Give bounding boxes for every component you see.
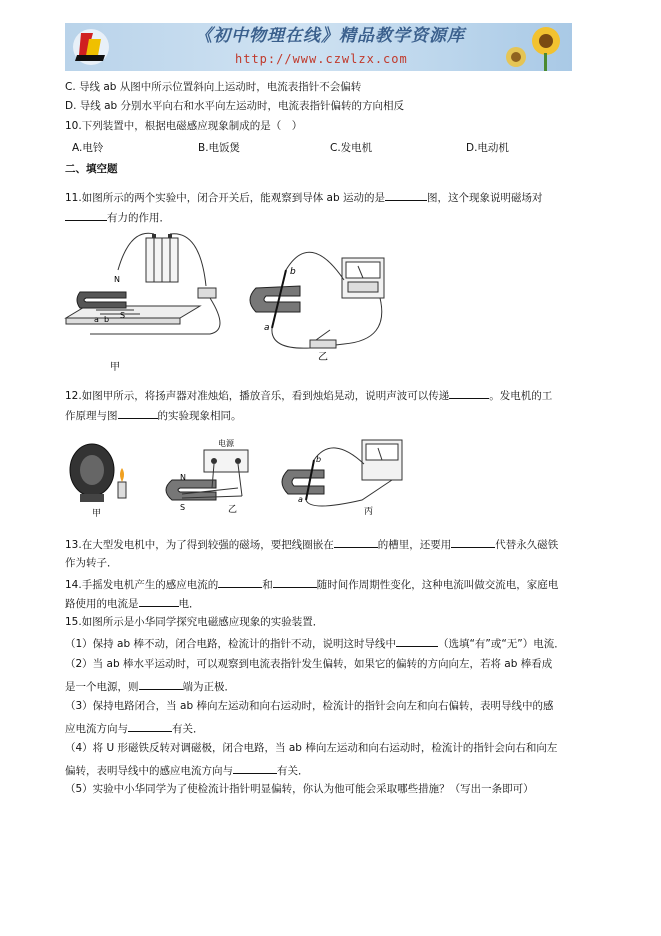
question-15-part3-line1: （3）保持电路闭合，当 ab 棒向左运动和向右运动时，检流计的指针会向左和向右偏转，表明导线中的感 bbox=[65, 700, 554, 712]
q14-blank-3[interactable] bbox=[139, 595, 179, 607]
fig11-a-label-left: a bbox=[94, 315, 99, 324]
q10-option-a: A.电铃 bbox=[72, 142, 104, 154]
banner-url: http://www.czwlzx.com bbox=[235, 52, 408, 66]
figure-12 bbox=[62, 430, 407, 520]
question-15-part4-line1: （4）将 U 形磁铁反转对调磁极，闭合电路，当 ab 棒向左运动和向右运动时，检流计的指针会向右和向左 bbox=[65, 742, 558, 754]
fig12-a-label-3: a bbox=[298, 495, 303, 504]
fig12-caption-1: 甲 bbox=[92, 509, 102, 519]
question-13-line2: 作为转子． bbox=[65, 557, 118, 569]
question-10: 10.下列装置中，根据电磁感应现象制成的是（ ） bbox=[65, 120, 303, 132]
fig12-n-label-2: N bbox=[180, 473, 186, 482]
q14-blank-1[interactable] bbox=[218, 576, 262, 588]
question-15-part1: （1）保持 ab 棒不动，闭合电路，检流计的指针不动，说明这时导线中 （选填“有”或“无”）电流． bbox=[65, 635, 565, 651]
figure-11 bbox=[60, 230, 390, 373]
q15-blank-3[interactable] bbox=[128, 720, 172, 732]
fig12-caption-3: 丙 bbox=[364, 507, 374, 517]
q15-blank-2[interactable] bbox=[139, 678, 183, 690]
fig11-caption-right: 乙 bbox=[318, 352, 328, 363]
q11-blank-1[interactable] bbox=[385, 189, 427, 201]
question-12-line1: 12.如图甲所示，将扬声器对准烛焰，播放音乐，看到烛焰晃动，说明声波可以传递 。发电机的工 bbox=[65, 387, 552, 403]
question-14-line1: 14.手摇发电机产生的感应电流的 和 随时间作周期性变化，这种电流叫做交流电，家庭电 bbox=[65, 576, 558, 592]
fig11-b-label-left: b bbox=[104, 315, 110, 324]
fig12-power-label: 电源 bbox=[218, 439, 234, 448]
q13-blank-2[interactable] bbox=[451, 536, 495, 548]
q11-blank-2[interactable] bbox=[65, 209, 107, 221]
header-banner bbox=[65, 23, 572, 71]
site-logo-icon bbox=[69, 25, 113, 69]
question-14-line2: 路使用的电流是 电． bbox=[65, 595, 200, 611]
question-13-line1: 13.在大型发电机中，为了得到较强的磁场，要把线圈嵌在 的槽里，还要用 代替永久磁铁 bbox=[65, 536, 558, 552]
option-c-line: C. 导线 ab 从图中所示位置斜向上运动时，电流表指针不会偏转 bbox=[65, 81, 362, 93]
sunflower-icon bbox=[476, 23, 566, 71]
option-d-line: D. 导线 ab 分别水平向右和水平向左运动时，电流表指针偏转的方向相反 bbox=[65, 100, 405, 112]
fig12-s-label-2: S bbox=[180, 503, 186, 512]
question-15-part5: （5）实验中小华同学为了使检流计指针明显偏转，你认为他可能会采取哪些措施？（写出一条即可） bbox=[65, 783, 534, 795]
fig11-b-label-right: b bbox=[290, 267, 296, 277]
q12-blank-2[interactable] bbox=[118, 407, 158, 419]
fig11-n-label: N bbox=[114, 275, 120, 284]
fig12-b-label-3: b bbox=[316, 455, 322, 464]
question-15: 15.如图所示是小华同学探究电磁感应现象的实验装置． bbox=[65, 616, 324, 628]
question-11-line1: 11.如图所示的两个实验中，闭合开关后，能观察到导体 ab 运动的是 图，这个现象说明磁场对 bbox=[65, 189, 542, 205]
q15-blank-1[interactable] bbox=[396, 635, 438, 647]
banner-title: 《初中物理在线》精品教学资源库 bbox=[195, 26, 465, 46]
q12-blank-1[interactable] bbox=[449, 387, 489, 399]
question-15-part2-line1: （2）当 ab 棒水平运动时，可以观察到电流表指针发生偏转，如果它的偏转的方向向左，若将 ab 棒看成 bbox=[65, 658, 553, 670]
q10-option-c: C.发电机 bbox=[330, 142, 373, 154]
fig11-caption-left: 甲 bbox=[110, 362, 120, 373]
q10-option-b: B.电饭煲 bbox=[198, 142, 241, 154]
q15-blank-4[interactable] bbox=[233, 762, 277, 774]
fig11-a-label-right: a bbox=[264, 323, 270, 333]
question-15-part3-line2: 应电流方向与 有关． bbox=[65, 720, 204, 736]
question-15-part2-line2: 是一个电源，则 端为正极． bbox=[65, 678, 235, 694]
fig11-s-label: S bbox=[120, 311, 126, 320]
fig12-caption-2: 乙 bbox=[228, 505, 238, 515]
section-heading: 二、填空题 bbox=[65, 163, 118, 175]
q14-blank-2[interactable] bbox=[273, 576, 317, 588]
question-12-line2: 作原理与图 的实验现象相同。 bbox=[65, 407, 242, 423]
q10-option-d: D.电动机 bbox=[466, 142, 509, 154]
q13-blank-1[interactable] bbox=[334, 536, 378, 548]
question-11-line2: 有力的作用． bbox=[65, 209, 170, 225]
question-15-part4-line2: 偏转，表明导线中的感应电流方向与 有关． bbox=[65, 762, 309, 778]
